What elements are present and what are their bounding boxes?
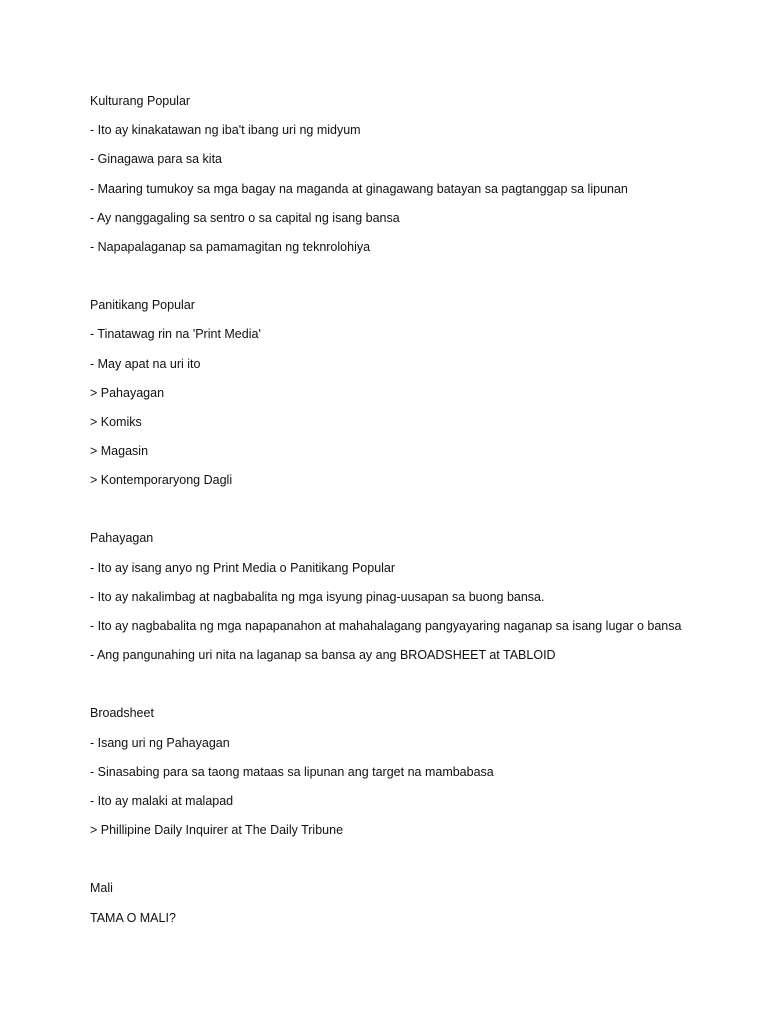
section-gap — [90, 849, 730, 878]
bullet-line: - Ito ay isang anyo ng Print Media o Panitikang Popular — [90, 560, 396, 575]
sub-item-line: > Komiks — [90, 414, 142, 429]
section-gap — [90, 499, 730, 528]
bullet-line: - Napapalaganap sa pamamagitan ng teknrolohiya — [90, 239, 371, 254]
section-heading: Panitikang Popular — [90, 298, 195, 313]
section-heading: Broadsheet — [90, 706, 154, 721]
bullet-line: - Isang uri ng Pahayagan — [90, 735, 230, 750]
bullet-line: - Ito ay malaki at malapad — [90, 793, 234, 808]
bullet-line: - Ginagawa para sa kita — [90, 152, 223, 167]
section-heading: Kulturang Popular — [90, 94, 191, 108]
section-panitikang-popular — [90, 295, 730, 499]
document-body — [90, 91, 730, 937]
question-line: TAMA O MALI? — [90, 910, 176, 925]
bullet-line: - Ito ay nagbabalita ng mga napapanahon at mahahalagang pangyayaring naganap sa isang lugar o bansa — [90, 619, 682, 633]
sub-item-line: > Phillipine Daily Inquirer at The Daily Tribune — [90, 823, 344, 838]
section-heading: Pahayagan — [90, 531, 154, 546]
section-mali — [90, 878, 730, 936]
bullet-line: - Maaring tumukoy sa mga bagay na maganda at ginagawang batayan sa pagtanggap sa lipunan — [90, 181, 628, 196]
section-gap — [90, 674, 730, 703]
bullet-line: - Ang pangunahing uri nita na laganap sa bansa ay ang BROADSHEET at TABLOID — [90, 648, 556, 663]
bullet-line: - Ito ay nakalimbag at nagbabalita ng mga isyung pinag-uusapan sa buong bansa. — [90, 589, 545, 604]
section-heading: Mali — [90, 881, 113, 896]
section-broadsheet — [90, 703, 730, 849]
bullet-line: - Ay nanggagaling sa sentro o sa capital ng isang bansa — [90, 210, 400, 225]
section-kulturang-popular — [90, 91, 730, 266]
bullet-line: - Tinatawag rin na 'Print Media' — [90, 327, 261, 342]
sub-item-line: > Pahayagan — [90, 385, 165, 400]
bullet-line: - May apat na uri ito — [90, 356, 201, 371]
bullet-line: - Ito ay kinakatawan ng iba't ibang uri ng midyum — [90, 123, 361, 138]
section-gap — [90, 266, 730, 295]
sub-item-line: > Kontemporaryong Dagli — [90, 473, 233, 488]
sub-item-line: > Magasin — [90, 444, 149, 459]
section-pahayagan — [90, 528, 730, 674]
bullet-line: - Sinasabing para sa taong mataas sa lipunan ang target na mambabasa — [90, 764, 494, 779]
